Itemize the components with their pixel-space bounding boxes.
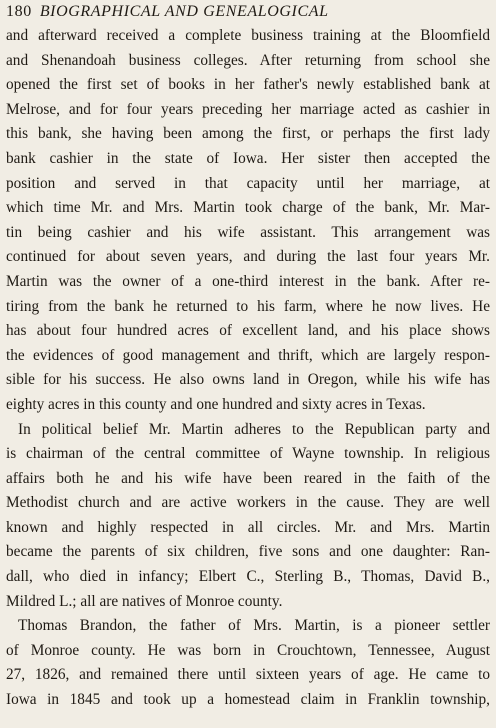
text-line: became the parents of six children, five sons and one daughter: Ran- (6, 543, 490, 561)
text-line: opened the first set of books in her father's newly established bank at (6, 76, 490, 94)
text-line: 27, 1826, and remained there until sixteen years of age. He came to (6, 666, 490, 684)
text-line: dall, who died in infancy; Elbert C., Sterling B., Thomas, David B., (6, 568, 490, 586)
paragraph-start-line: Thomas Brandon, the father of Mrs. Martin, is a pioneer settler (18, 617, 490, 635)
running-head (6, 0, 490, 24)
text-line: tin being cashier and his wife assistant. This arrangement was (6, 223, 490, 241)
text-line: Mildred L.; all are natives of Monroe county. (6, 592, 283, 610)
text-line: and Shenandoah business colleges. After returning from school she (6, 51, 490, 69)
text-line: and afterward received a complete business training at the Bloomfield (6, 27, 490, 44)
text-line: of Monroe county. He was born in Crouchtown, Tennessee, August (6, 641, 490, 659)
text-line: eighty acres in this county and one hundred and sixty acres in Texas. (6, 395, 426, 413)
text-line: Melrose, and for four years preceding her marriage acted as cashier in (6, 100, 490, 118)
text-line: the evidences of good management and thrift, which are largely respon- (6, 346, 490, 364)
text-line: tiring from the bank he returned to his farm, where he now lives. He (6, 297, 490, 315)
text-line: is chairman of the central committee of Wayne township. In religious (6, 445, 490, 463)
text-line: has about four hundred acres of excellent land, and his place shows (6, 322, 490, 340)
text-line: known and highly respected in all circles. Mr. and Mrs. Martin (6, 518, 490, 536)
text-line: position and served in that capacity until her marriage, at (6, 174, 490, 192)
text-line: sible for his success. He also owns land in Oregon, while his wife has (6, 371, 490, 389)
paragraph-start-line: In political belief Mr. Martin adheres to the Republican party and (18, 420, 490, 438)
text-line: continued for about seven years, and during the last four years Mr. (6, 248, 490, 266)
text-line: Iowa in 1845 and took up a homestead claim in Franklin township, (6, 691, 490, 709)
running-head-title: BIOGRAPHICAL AND GENEALOGICAL (39, 3, 329, 20)
text-line: bank cashier in the state of Iowa. Her sister then accepted the (6, 149, 490, 167)
text-line: affairs both he and his wife have been reared in the faith of the (6, 469, 490, 487)
page-number: 180 (6, 3, 32, 20)
text-line: Methodist church and are active workers in the cause. They are well (6, 494, 490, 512)
body-text (6, 24, 490, 713)
text-line: Martin was the owner of a one-third interest in the bank. After re- (6, 272, 490, 290)
text-line: which time Mr. and Mrs. Martin took charge of the bank, Mr. Mar- (6, 199, 490, 217)
text-line: this bank, she having been among the first, or perhaps the first lady (6, 125, 490, 143)
